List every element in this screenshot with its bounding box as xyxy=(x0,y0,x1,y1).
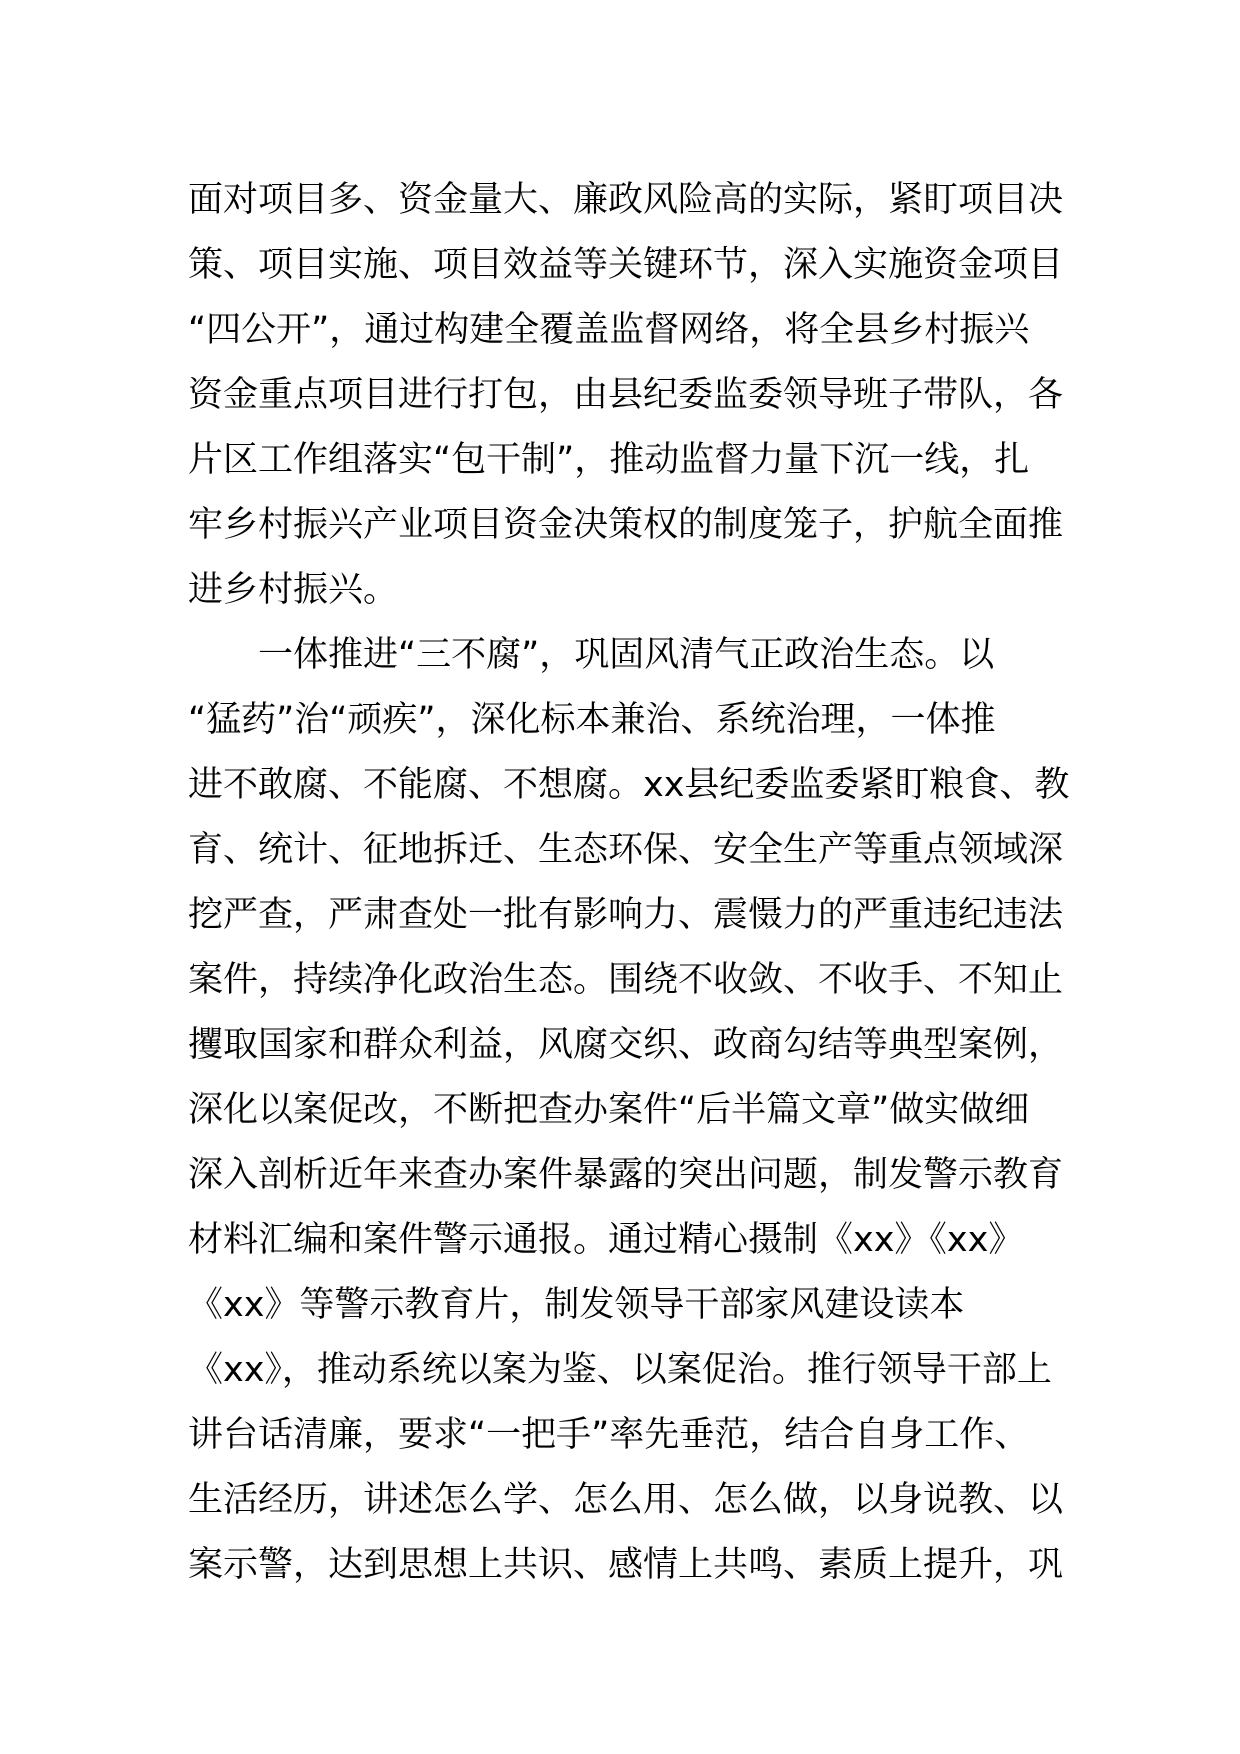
body-text xyxy=(188,168,1070,1598)
text-line: 生活经历，讲述怎么学、怎么用、怎么做，以身说教、以 xyxy=(188,1480,1064,1520)
text-line: 片区工作组落实“包干制”，推动监督力量下沉一线，扎 xyxy=(188,440,1030,480)
text-line: 进乡村振兴。 xyxy=(188,570,399,610)
text-line: 深入剖析近年来查办案件暴露的突出问题，制发警示教育 xyxy=(188,1155,1064,1195)
text-line: 一体推进“三不腐”，巩固风清气正政治生态。以 xyxy=(258,635,995,675)
text-line: “四公开”，通过构建全覆盖监督网络，将全县乡村振兴 xyxy=(188,310,1030,350)
text-line: 牢乡村振兴产业项目资金决策权的制度笼子，护航全面推 xyxy=(188,505,1064,545)
text-line: 材料汇编和案件警示通报。通过精心摄制《xx》《xx》 xyxy=(188,1220,1024,1260)
text-line: 案示警，达到思想上共识、感情上共鸣、素质上提升，巩 xyxy=(188,1545,1064,1585)
text-line: 《xx》等警示教育片，制发领导干部家风建设读本 xyxy=(188,1285,965,1325)
text-line: 深化以案促改，不断把查办案件“后半篇文章”做实做细 xyxy=(188,1090,1030,1130)
text-line: “猛药”治“顽疾”，深化标本兼治、系统治理，一体推 xyxy=(188,700,996,740)
text-line: 育、统计、征地拆迁、生态环保、安全生产等重点领域深 xyxy=(188,830,1064,870)
text-line: 讲台话清廉，要求“一把手”率先垂范，结合自身工作、 xyxy=(188,1415,1030,1455)
text-line: 策、项目实施、项目效益等关键环节，深入实施资金项目 xyxy=(188,245,1064,285)
text-line: 面对项目多、资金量大、廉政风险高的实际，紧盯项目决 xyxy=(188,180,1064,220)
text-line: 资金重点项目进行打包，由县纪委监委领导班子带队，各 xyxy=(188,375,1064,415)
text-line: 案件，持续净化政治生态。围绕不收敛、不收手、不知止 xyxy=(188,960,1064,1000)
text-line: 攫取国家和群众利益，风腐交织、政商勾结等典型案例， xyxy=(188,1025,1064,1065)
text-line: 进不敢腐、不能腐、不想腐。xx县纪委监委紧盯粮食、教 xyxy=(188,765,1070,805)
text-line: 挖严查，严肃查处一批有影响力、震慑力的严重违纪违法 xyxy=(188,895,1064,935)
text-line: 《xx》，推动系统以案为鉴、以案促治。推行领导干部上 xyxy=(188,1350,1052,1390)
